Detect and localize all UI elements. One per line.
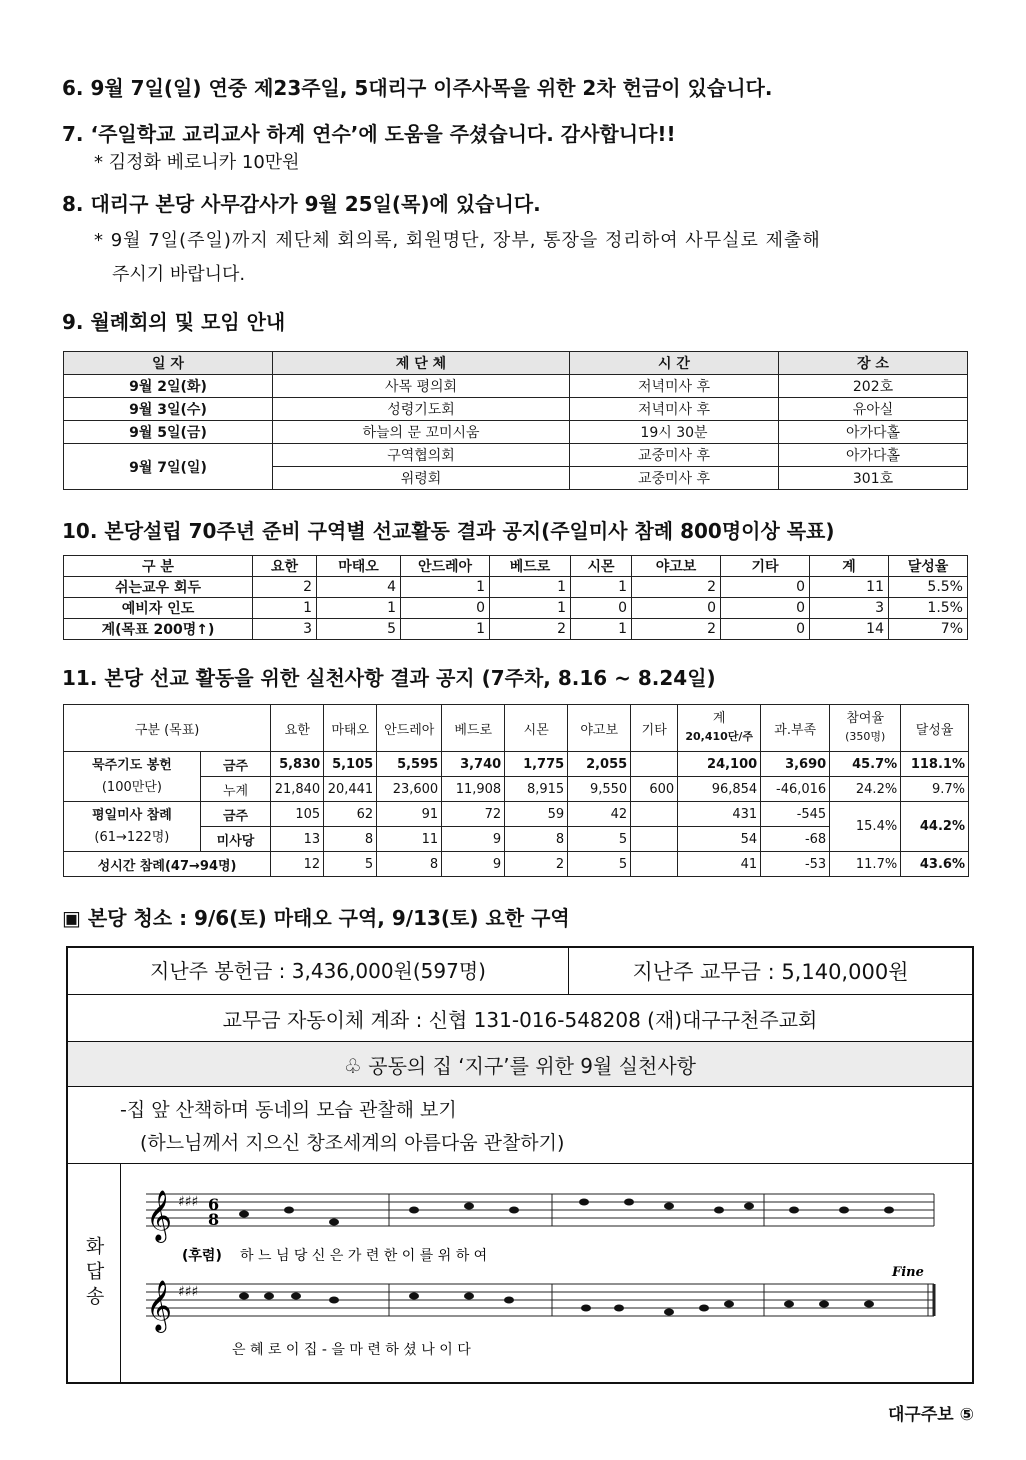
- col-header: 시몬: [505, 705, 568, 752]
- key-signature-icon: ♯♯♯: [178, 1284, 199, 1300]
- col-header: 달성율: [889, 556, 968, 577]
- cell: 1: [490, 577, 571, 598]
- cell: 600: [631, 777, 678, 802]
- col-header: 요한: [253, 556, 317, 577]
- practice-line-2: (하느님께서 지으신 창조세계의 아름다움 관찰하기): [140, 1132, 565, 1154]
- cell: 5,595: [377, 752, 442, 777]
- row-label: 쉬는교우 회두: [64, 577, 253, 598]
- notice-10: 10. 본당설립 70주년 준비 구역별 선교활동 결과 공지(주일미사 참례 800명이상 목표): [62, 519, 835, 543]
- rosary-label-1: 묵주기도 봉헌: [91, 757, 172, 773]
- cell: 59: [505, 802, 568, 827]
- mass-label-2: (61→122명): [94, 829, 170, 845]
- cell: [631, 827, 678, 852]
- cell: 0: [721, 619, 810, 640]
- table-row: [64, 852, 969, 877]
- treble-clef-icon: 𝄞: [146, 1190, 173, 1241]
- total-label: 계: [712, 711, 726, 726]
- col-header: 마태오: [324, 705, 377, 752]
- cell: 11.7%: [830, 852, 901, 877]
- cell: 24.2%: [830, 777, 901, 802]
- cell: 0: [632, 598, 721, 619]
- cell: 5.5%: [889, 577, 968, 598]
- cell: -46,016: [761, 777, 830, 802]
- notice-8: 8. 대리구 본당 사무감사가 9월 25일(목)에 있습니다.: [62, 192, 541, 216]
- col-header: 베드로: [442, 705, 505, 752]
- cell: 9.7%: [901, 777, 969, 802]
- cell: 0: [571, 598, 632, 619]
- cell: 62: [324, 802, 377, 827]
- cell: 72: [442, 802, 505, 827]
- cell: 2: [253, 577, 317, 598]
- info-box: [66, 946, 974, 1384]
- meeting-group: 구역협의회: [273, 444, 570, 467]
- practice-title: ♧ 공동의 집 ‘지구’를 위한 9월 실천사항: [68, 1042, 972, 1087]
- col-header: 달성율: [901, 705, 969, 752]
- mission-header-row: [64, 556, 968, 577]
- cell: 23,600: [377, 777, 442, 802]
- cell: 431: [678, 802, 761, 827]
- cell: 3: [253, 619, 317, 640]
- cell: 0: [721, 577, 810, 598]
- refrain-label: (후렴): [182, 1248, 222, 1264]
- offering-text: 지난주 봉헌금 : 3,436,000원(597명): [68, 948, 569, 994]
- cell: 9,550: [568, 777, 631, 802]
- table-row: [64, 398, 968, 421]
- cell: -53: [761, 852, 830, 877]
- cell: 1: [401, 619, 490, 640]
- sub-label: 금주: [200, 752, 270, 777]
- rate-label: 참여율: [846, 711, 885, 726]
- col-header: 마태오: [317, 556, 401, 577]
- col-header-rate: [830, 705, 901, 752]
- row-label: 예비자 인도: [64, 598, 253, 619]
- table-row: [64, 375, 968, 398]
- table-row: [64, 598, 968, 619]
- table-row: [64, 444, 968, 467]
- cell: 2: [490, 619, 571, 640]
- holy-label: 성시간 참례(47→94명): [64, 852, 271, 877]
- notice-9: 9. 월례회의 및 모임 안내: [62, 310, 286, 334]
- lyrics-line-1: 하 느 님 당 신 은 가 련 한 이 를 위 하 여: [240, 1248, 488, 1264]
- practice-table: [63, 704, 969, 877]
- col-place: 장 소: [779, 352, 968, 375]
- notice-8-sub2: 주시기 바랍니다.: [112, 264, 246, 285]
- notice-6: 6. 9월 7일(일) 연중 제23주일, 5대리구 이주사목을 위한 2차 헌금이 있습니다.: [62, 76, 773, 100]
- cell: 5: [568, 827, 631, 852]
- key-signature-icon: ♯♯♯: [178, 1194, 199, 1210]
- cell: 2,055: [568, 752, 631, 777]
- cell: 1: [571, 577, 632, 598]
- table-row: [64, 802, 969, 827]
- cell: 20,441: [324, 777, 377, 802]
- meeting-table: [63, 351, 968, 490]
- page-footer: 대구주보 ⑤: [888, 1405, 974, 1425]
- cell: 9: [442, 827, 505, 852]
- cell: 45.7%: [830, 752, 901, 777]
- cell: 3,690: [761, 752, 830, 777]
- col-label: 구분 (목표): [64, 705, 271, 752]
- cell: 91: [377, 802, 442, 827]
- cell: 8: [377, 852, 442, 877]
- cell: 5,105: [324, 752, 377, 777]
- fine-mark: Fine: [892, 1265, 924, 1280]
- cell: 96,854: [678, 777, 761, 802]
- lyrics-line-2: 은 혜 로 이 집 - 을 마 련 하 셨 나 이 다: [232, 1342, 471, 1358]
- cell: 21,840: [271, 777, 324, 802]
- practice-body: [68, 1087, 972, 1164]
- table-row: [64, 619, 968, 640]
- meeting-group: 하늘의 문 꼬미시움: [273, 421, 570, 444]
- cell: 8: [324, 827, 377, 852]
- cell: 11: [810, 577, 889, 598]
- cell: 1: [571, 619, 632, 640]
- cell: 2: [505, 852, 568, 877]
- notice-8-sub1: * 9월 7일(주일)까지 제단체 회의록, 회원명단, 장부, 통장을 정리하여 사무실로 제출해: [94, 230, 821, 251]
- cell: 12: [271, 852, 324, 877]
- mission-table: [63, 555, 968, 640]
- meeting-date: 9월 5일(금): [64, 421, 273, 444]
- cell: 1.5%: [889, 598, 968, 619]
- cell: 8,915: [505, 777, 568, 802]
- cell: 1: [401, 577, 490, 598]
- cell: 11,908: [442, 777, 505, 802]
- notes-1: [239, 1199, 894, 1226]
- cell: 2: [632, 577, 721, 598]
- meeting-place: 301호: [779, 467, 968, 490]
- col-header: 과.부족: [761, 705, 830, 752]
- col-header: 야고보: [568, 705, 631, 752]
- meeting-date: 9월 3일(수): [64, 398, 273, 421]
- cell: 8: [505, 827, 568, 852]
- account-text: 교무금 자동이체 계좌 : 신협 131-016-548208 (재)대구구천주교회: [68, 995, 972, 1042]
- table-row: [64, 752, 969, 777]
- meeting-group: 사목 평의회: [273, 375, 570, 398]
- church-due-text: 지난주 교무금 : 5,140,000원: [632, 960, 909, 984]
- staff-2: [146, 1284, 934, 1316]
- meeting-place: 202호: [779, 375, 968, 398]
- psalm-label-cell: [68, 1164, 121, 1382]
- meeting-group: 성령기도회: [273, 398, 570, 421]
- cell: -545: [761, 802, 830, 827]
- mass-label-1: 평일미사 참례: [91, 807, 172, 823]
- col-header: 계: [810, 556, 889, 577]
- notice-11: 11. 본당 선교 활동을 위한 실천사항 결과 공지 (7주차, 8.16 ~ 8.24일): [62, 666, 716, 690]
- meeting-group: 위령회: [273, 467, 570, 490]
- cell: 5: [324, 852, 377, 877]
- staff-1: [146, 1194, 934, 1226]
- meeting-date: 9월 2일(화): [64, 375, 273, 398]
- col-group: 제 단 체: [273, 352, 570, 375]
- cell: 43.6%: [901, 852, 969, 877]
- meeting-date: 9월 7일(일): [64, 444, 273, 490]
- cell: 2: [632, 619, 721, 640]
- practice-line-1: -집 앞 산책하며 동네의 모습 관찰해 보기: [120, 1099, 457, 1121]
- col-header: 야고보: [632, 556, 721, 577]
- notes-2: [239, 1293, 874, 1316]
- table-row: [64, 577, 968, 598]
- cell: 42: [568, 802, 631, 827]
- cell: 15.4%: [830, 802, 901, 852]
- meeting-time: 교중미사 후: [570, 467, 779, 490]
- meeting-place: 유아실: [779, 398, 968, 421]
- col-header: 안드레아: [401, 556, 490, 577]
- cell: 1: [317, 598, 401, 619]
- cell: -68: [761, 827, 830, 852]
- col-header: 기타: [721, 556, 810, 577]
- meeting-time: 교중미사 후: [570, 444, 779, 467]
- notice-7-sub: * 김정화 베로니카 10만원: [94, 152, 300, 173]
- sub-label: 미사당: [200, 827, 270, 852]
- cell: 0: [721, 598, 810, 619]
- cell: 1,775: [505, 752, 568, 777]
- meeting-time: 저녁미사 후: [570, 375, 779, 398]
- cell: 4: [317, 577, 401, 598]
- cell: 54: [678, 827, 761, 852]
- cleaning-notice: ▣ 본당 청소 : 9/6(토) 마태오 구역, 9/13(토) 요한 구역: [62, 906, 570, 930]
- cell: 5: [317, 619, 401, 640]
- col-header: 베드로: [490, 556, 571, 577]
- row-label: 계(목표 200명↑): [64, 619, 253, 640]
- music-staff: [124, 1164, 964, 1382]
- rosary-label: [64, 752, 201, 802]
- cell: 14: [810, 619, 889, 640]
- cell: 7%: [889, 619, 968, 640]
- cell: 41: [678, 852, 761, 877]
- mass-label: [64, 802, 201, 852]
- col-date: 일 자: [64, 352, 273, 375]
- cell: 1: [253, 598, 317, 619]
- cell: 13: [271, 827, 324, 852]
- practice-header-row: [64, 705, 969, 752]
- time-signature-icon: 8: [208, 1210, 220, 1229]
- time-signature-icon: 6: [208, 1195, 220, 1214]
- cell: 5: [568, 852, 631, 877]
- sub-label: 누계: [200, 777, 270, 802]
- rosary-label-2: (100만단): [101, 779, 162, 795]
- cell: [631, 802, 678, 827]
- cell: 3,740: [442, 752, 505, 777]
- cell: 5,830: [271, 752, 324, 777]
- cell: 118.1%: [901, 752, 969, 777]
- cell: 1: [490, 598, 571, 619]
- total-target: 20,410단/주: [685, 730, 754, 743]
- psalm-label: 화답송: [82, 1235, 105, 1311]
- meeting-time: 저녁미사 후: [570, 398, 779, 421]
- cell: 11: [377, 827, 442, 852]
- cell: 44.2%: [901, 802, 969, 852]
- col-time: 시 간: [570, 352, 779, 375]
- col-label: 구 분: [64, 556, 253, 577]
- psalm-section: [68, 1164, 972, 1382]
- rate-target: (350명): [845, 730, 886, 743]
- cell: [631, 852, 678, 877]
- cell: 105: [271, 802, 324, 827]
- treble-clef-icon: 𝄞: [146, 1280, 173, 1331]
- cell: [631, 752, 678, 777]
- meeting-place: 아가다홀: [779, 421, 968, 444]
- col-header: 안드레아: [377, 705, 442, 752]
- col-header: 기타: [631, 705, 678, 752]
- meeting-header-row: [64, 352, 968, 375]
- offering-row: [68, 948, 972, 995]
- col-header: 요한: [271, 705, 324, 752]
- col-header-total: [678, 705, 761, 752]
- sub-label: 금주: [200, 802, 270, 827]
- table-row: [64, 421, 968, 444]
- cell: 3: [810, 598, 889, 619]
- cell: 24,100: [678, 752, 761, 777]
- meeting-place: 아가다홀: [779, 444, 968, 467]
- cell: 9: [442, 852, 505, 877]
- col-header: 시몬: [571, 556, 632, 577]
- cell: 0: [401, 598, 490, 619]
- notice-7: 7. ‘주일학교 교리교사 하계 연수’에 도움을 주셨습니다. 감사합니다!!: [62, 122, 676, 146]
- meeting-time: 19시 30분: [570, 421, 779, 444]
